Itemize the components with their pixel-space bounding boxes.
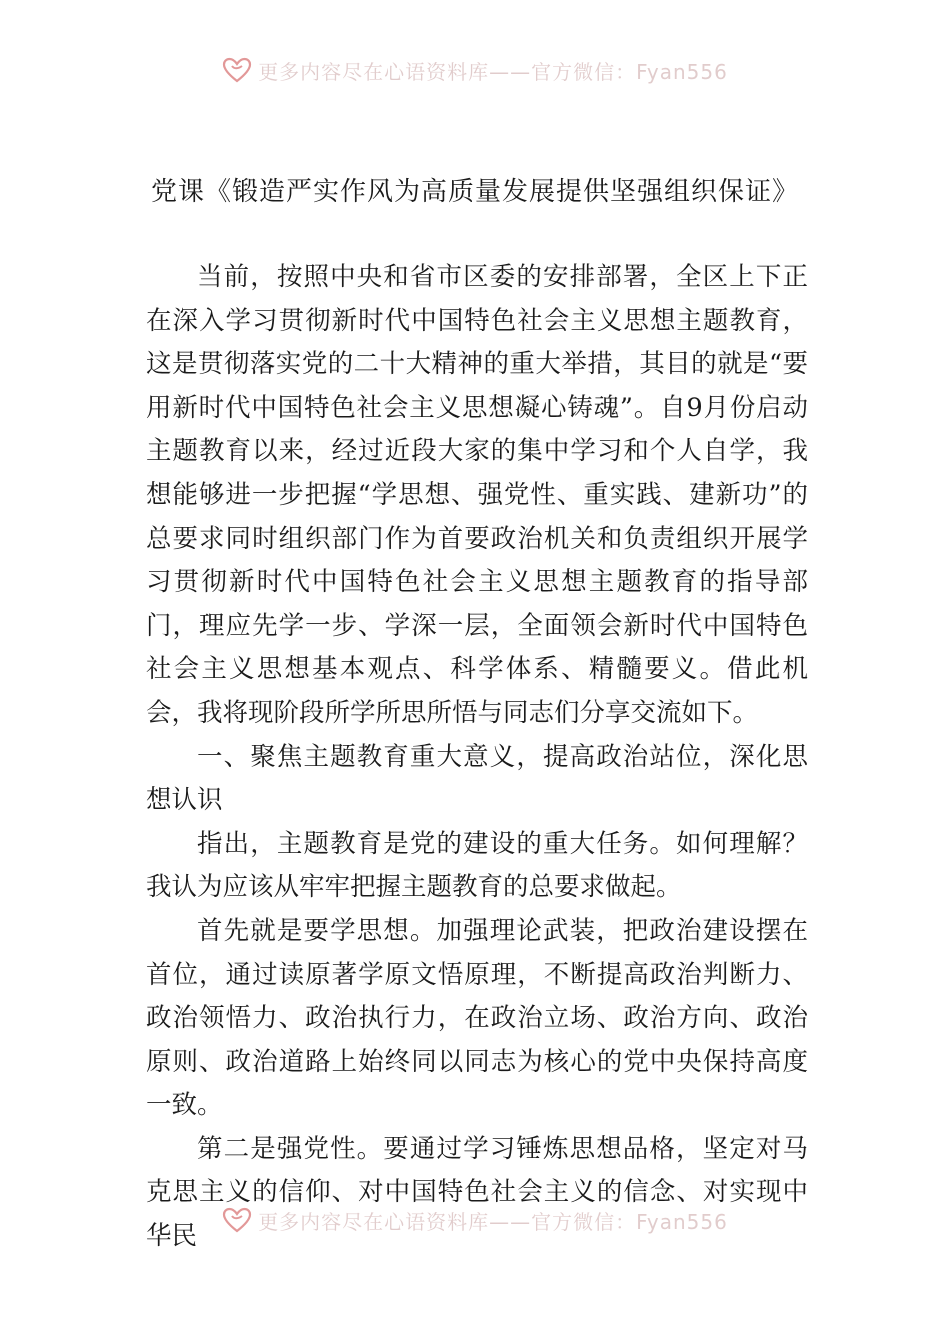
- heart-logo-icon: [222, 57, 252, 83]
- watermark-banner-bottom: [0, 1200, 950, 1240]
- watermark-text: 更多内容尽在心语资料库——官方微信：Fyan556: [258, 59, 728, 84]
- document-title: 党课《锻造严实作风为高质量发展提供坚强组织保证》: [150, 177, 799, 207]
- paragraph: 第二是强党性。要通过学习锤炼思想品格，坚定对马克思主义的信仰、对中国特色社会主义的信念、对实现中华民: [146, 1133, 808, 1252]
- section-heading: 一、聚焦主题教育重大意义，提高政治站位，深化思想认识: [146, 741, 808, 816]
- paragraph: 首先就是要学思想。加强理论武装，把政治建设摆在首位，通过读原著学原文悟原理，不断提高政治判断力、政治领悟力、政治执行力，在政治立场、政治方向、政治原则、政治道路上始终同以同志为核心的党中央保持高度一致。: [146, 915, 808, 1121]
- paragraph: 指出，主题教育是党的建设的重大任务。如何理解？我认为应该从牢牢把握主题教育的总要求做起。: [146, 828, 808, 903]
- heart-logo-icon: [222, 1207, 252, 1233]
- watermark-banner-top: [0, 50, 950, 90]
- document-body: [146, 256, 808, 1259]
- watermark-text: 更多内容尽在心语资料库——官方微信：Fyan556: [258, 1209, 728, 1234]
- paragraph: 当前，按照中央和省市区委的安排部署，全区上下正在深入学习贯彻新时代中国特色社会主义思想主题教育，这是贯彻落实党的二十大精神的重大举措，其目的就是“要用新时代中国特色社会主义思想凝心铸魂”。自9月份启动主题教育以来，经过近段大家的集中学习和个人自学，我想能够进一步把握“学思想、强党性、重实践、建新功”的总要求同时组织部门作为首要政治机关和负责组织开展学习贯彻新时代中国特色社会主义思想主题教育的指导部门，理应先学一步、学深一层，全面领会新时代中国特色社会主义思想基本观点、科学体系、精髓要义。借此机会，我将现阶段所学所思所悟与同志们分享交流如下。: [146, 262, 808, 728]
